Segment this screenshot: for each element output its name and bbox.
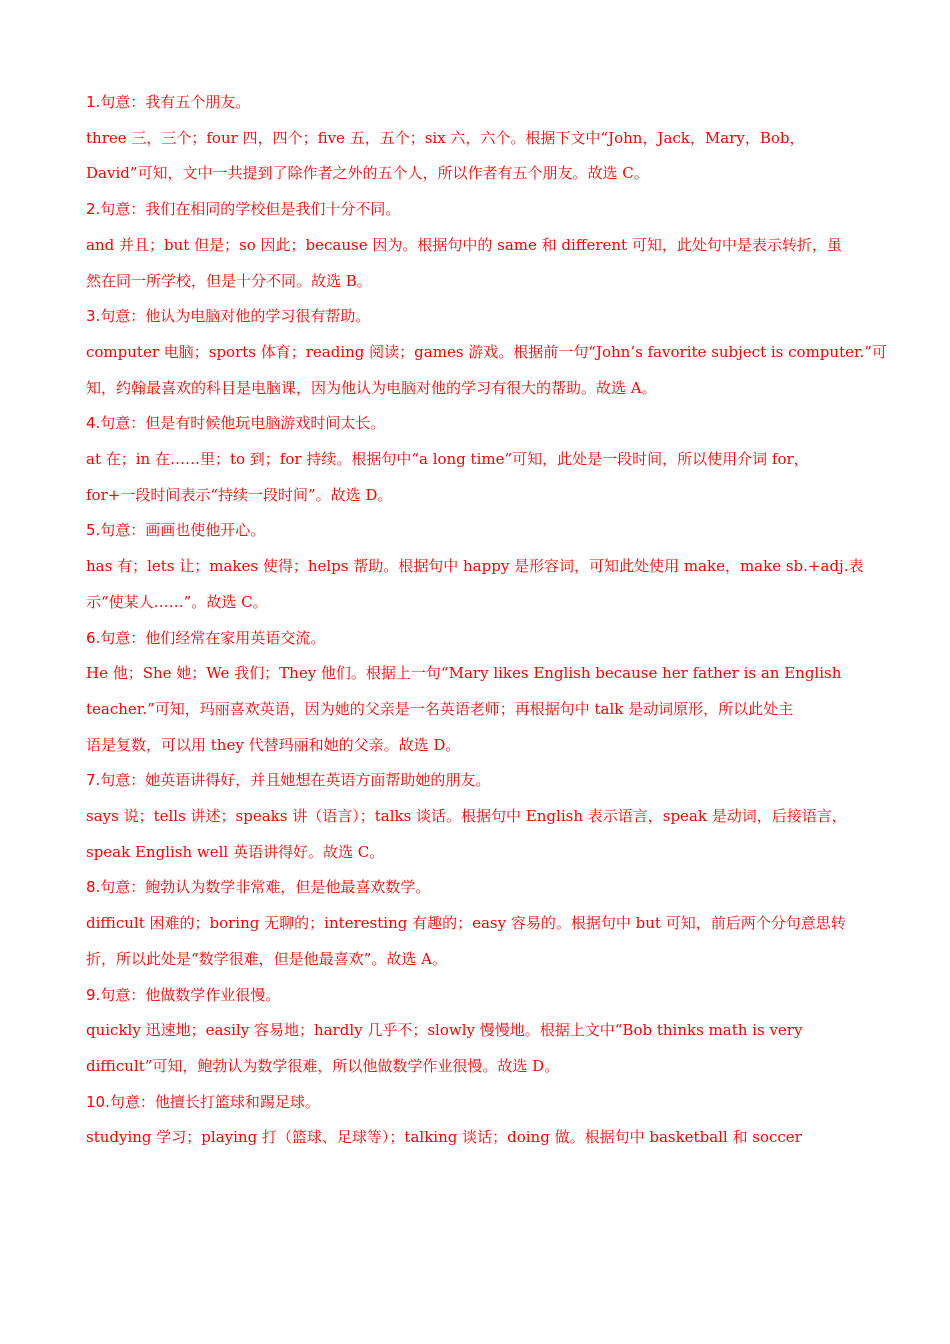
explanation-line: difficult 困难的；boring 无聊的；interesting 有趣的；easy 容易的。根据句中 but 可知，前后两个分句意思转 [86,914,846,933]
answer-explanations [86,85,887,1156]
explanation-line: and 并且；but 但是；so 因此；because 因为。根据句中的 same 和 different 可知，此处句中是表示转折，虽 [86,235,842,254]
explanation-line: quickly 迅速地；easily 容易地；hardly 几乎不；slowly 慢慢地。根据上文中“Bob thinks math is very [86,1021,803,1040]
explanation-line: for+一段时间表示“持续一段时间”。故选 D。 [86,485,393,504]
explanation-line: 折，所以此处是“数学很难，但是他最喜欢”。故选 A。 [86,949,447,968]
question-9-heading: 9.句意：他做数学作业很慢。 [86,985,281,1004]
question-5-heading: 5.句意：画画也使他开心。 [86,521,266,540]
question-10-heading: 10.句意：他擅长打篮球和踢足球。 [86,1092,320,1111]
question-7-heading: 7.句意：她英语讲得好，并且她想在英语方面帮助她的朋友。 [86,771,491,790]
explanation-line: difficult”可知，鲍勃认为数学很难，所以他做数学作业很慢。故选 D。 [86,1056,560,1075]
question-2-heading: 2.句意：我们在相同的学校但是我们十分不同。 [86,200,401,219]
explanation-line: three 三，三个；four 四，四个；five 五，五个；six 六，六个。根据下文中“John，Jack，Mary，Bob， [86,128,805,147]
explanation-line: has 有；lets 让；makes 使得；helps 帮助。根据句中 happy 是形容词，可知此处使用 make，make sb.+adj.表 [86,557,864,576]
explanation-line: 然在同一所学校，但是十分不同。故选 B。 [86,271,372,290]
explanation-line: 知，约翰最喜欢的科目是电脑课，因为他认为电脑对他的学习有很大的帮助。故选 A。 [86,378,657,397]
explanation-line: 语是复数，可以用 they 代替玛丽和她的父亲。故选 D。 [86,735,461,754]
explanation-line: 示“使某人……”。故选 C。 [86,592,268,611]
question-4-heading: 4.句意：但是有时候他玩电脑游戏时间太长。 [86,414,386,433]
question-8-heading: 8.句意：鲍勃认为数学非常难，但是他最喜欢数学。 [86,878,431,897]
question-1-heading: 1.句意：我有五个朋友。 [86,93,251,111]
question-3-heading: 3.句意：他认为电脑对他的学习很有帮助。 [86,307,371,326]
explanation-line: teacher.”可知，玛丽喜欢英语，因为她的父亲是一名英语老师；再根据句中 talk 是动词原形，所以此处主 [86,699,794,718]
explanation-line: computer 电脑；sports 体育；reading 阅读；games 游戏。根据前一句“John’s favorite subject is computer.”可 [86,342,887,361]
explanation-line: speak English well 英语讲得好。故选 C。 [86,842,385,861]
explanation-line: at 在；in 在……里；to 到；for 持续。根据句中“a long time”可知，此处是一段时间，所以使用介词 for， [86,450,809,469]
explanation-line: He 他；She 她；We 我们；They 他们。根据上一句“Mary likes English because her father is an English [86,664,842,683]
explanation-line: David”可知，文中一共提到了除作者之外的五个人，所以作者有五个朋友。故选 C。 [86,164,649,183]
explanation-line: studying 学习；playing 打（篮球、足球等）；talking 谈话；doing 做。根据句中 basketball 和 soccer [86,1128,802,1147]
explanation-line: says 说；tells 讲述；speaks 讲（语言）；talks 谈话。根据句中 English 表示语言，speak 是动词，后接语言， [86,807,847,826]
question-6-heading: 6.句意：他们经常在家用英语交流。 [86,628,326,647]
